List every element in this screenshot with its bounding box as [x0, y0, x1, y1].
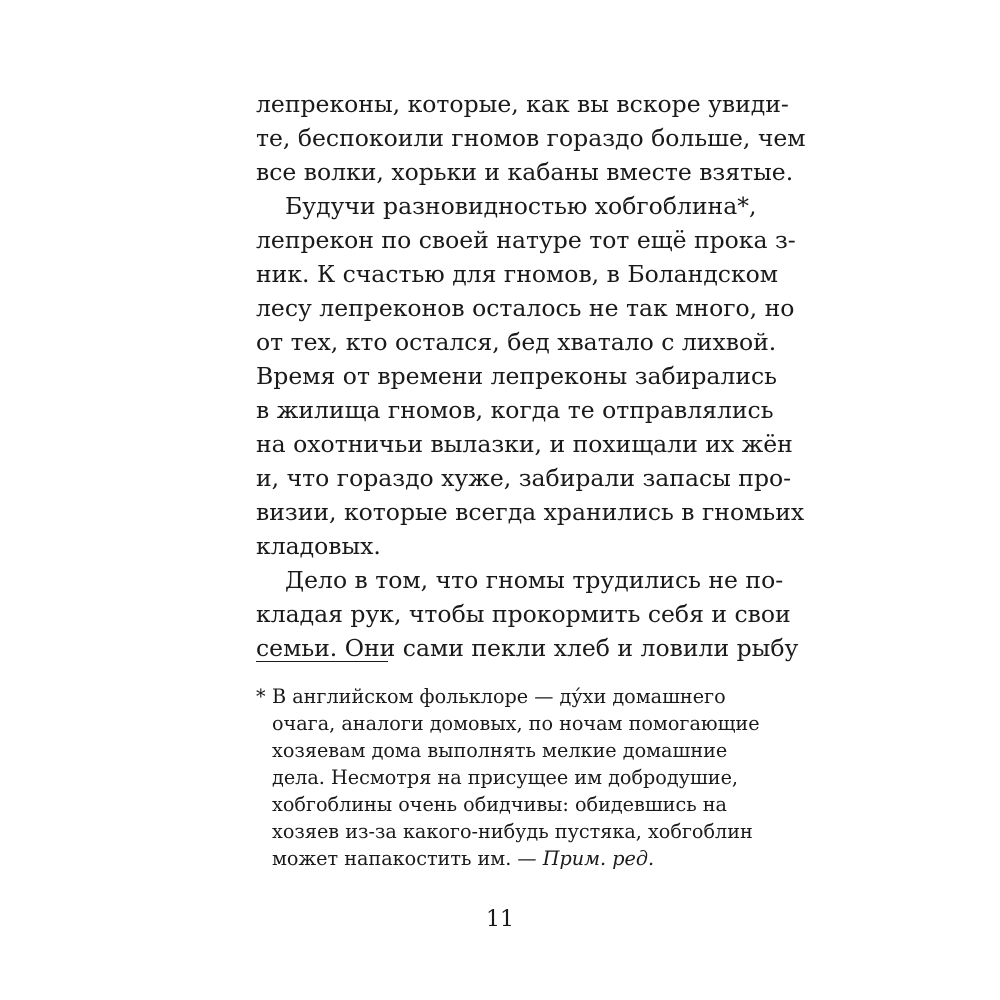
footnote	[256, 683, 760, 872]
footnote-line: В английском фольклоре — ду́хи домашнего	[272, 685, 726, 708]
text-line: и, что гораздо хуже, забирали запасы про-	[256, 464, 792, 492]
text-line: визии, которые всегда хранились в гномьих	[256, 498, 805, 526]
footnote-last-line	[256, 845, 743, 872]
editor-note: Прим. ред.	[542, 847, 655, 870]
text-line: Дело в том, что гномы трудились не по-	[285, 566, 784, 594]
text-line: лепрекон по своей натуре тот ещё прока з-	[256, 226, 796, 254]
text-line: лесу лепреконов осталось не так много, но	[256, 294, 795, 322]
text-line: лепреконы, которые, как вы вскоре увиди-	[256, 90, 789, 118]
text-line: Будучи разновидностью хобгоблина*,	[285, 192, 757, 220]
text-line: все волки, хорьки и кабаны вместе взятые.	[256, 158, 794, 186]
footnote-line: хозяевам дома выполнять мелкие домашние	[272, 739, 728, 762]
text-line: кладая рук, чтобы прокормить себя и свои	[256, 600, 791, 628]
text-line: от тех, кто остался, бед хватало с лихвой.	[256, 328, 777, 356]
footnote-line: хобгоблины очень обидчивы: обидевшись на	[272, 793, 727, 816]
text-line: семьи. Они сами пекли хлеб и ловили рыбу	[256, 634, 799, 662]
page-number: 11	[486, 907, 514, 932]
footnote-line: очага, аналоги домовых, по ночам помогающие	[272, 712, 760, 735]
footnote-marker: *	[256, 685, 266, 708]
text-line: Время от времени лепреконы забирались	[256, 362, 777, 390]
main-text	[256, 87, 806, 665]
text-line: ник. К счастью для гномов, в Боландском	[256, 260, 779, 288]
text-line: те, беспокоили гномов гораздо больше, чем	[256, 124, 806, 152]
footnote-line: хозяев из-за какого-нибудь пустяка, хобгоблин	[272, 820, 753, 843]
text-line: в жилища гномов, когда те отправлялись	[256, 396, 774, 424]
text-line: кладовых.	[256, 532, 381, 560]
footnote-line: дела. Несмотря на присущее им добродушие,	[272, 766, 739, 789]
text-line: на охотничьи вылазки, и похищали их жён	[256, 430, 793, 458]
footnote-last-text: может напакостить им. —	[272, 847, 543, 870]
footnote-divider	[256, 661, 388, 662]
